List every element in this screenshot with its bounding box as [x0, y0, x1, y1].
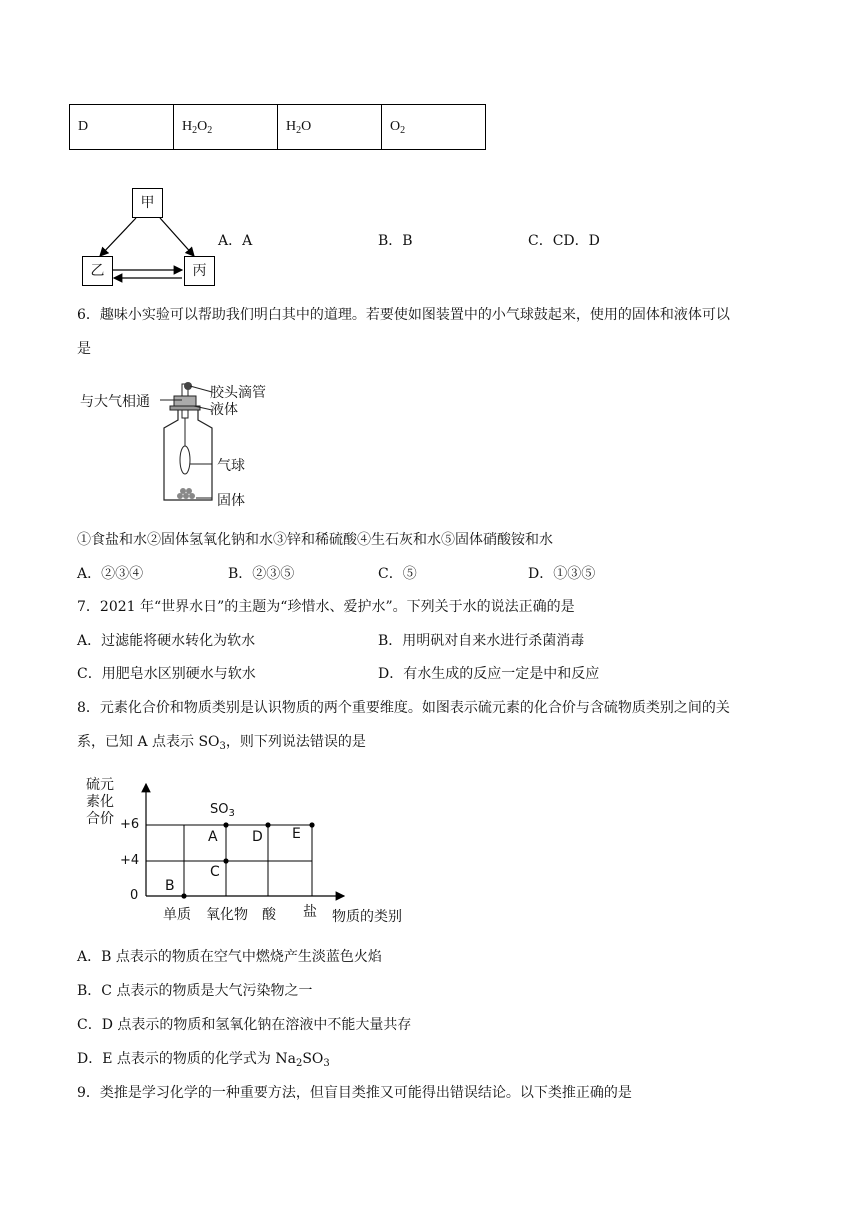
tick-label-zero: 0: [130, 888, 139, 903]
tick-label-plus6: +6: [120, 817, 140, 832]
q8-stem: 8．元素化合价和物质类别是认识物质的两个重要维度。如图表示硫元素的化合价与含硫物质类别之间的关: [77, 700, 730, 716]
q8-option-c: C．D 点表示的物质和氢氧化钠在溶液中不能大量共存: [77, 1017, 412, 1033]
point-label-c: C: [210, 864, 220, 880]
node-jia: 甲: [132, 188, 163, 218]
answer-table: [69, 104, 486, 150]
q5-option-b: B．B: [378, 233, 413, 249]
q7-option-b: B．用明矾对自来水进行杀菌消毒: [378, 633, 585, 649]
q6-stem-cont: 是: [77, 341, 91, 357]
node-yi: 乙: [82, 256, 113, 286]
x-category-acid: 酸: [262, 907, 276, 923]
q8-option-d: D．E 点表示的物质的化学式为 $Na_2SO_3$: [77, 1051, 330, 1069]
q7-option-a: A．过滤能将硬水转化为软水: [77, 633, 256, 649]
label-liquid: 液体: [210, 402, 238, 418]
x-axis-label: 物质的类别: [332, 909, 402, 925]
q6-stem: 6．趣味小实验可以帮助我们明白其中的道理。若要使如图装置中的小气球鼓起来，使用的固体和液体可以: [77, 307, 730, 323]
table-cell: $H_2O_2$: [174, 105, 278, 150]
q6-option-a: A．②③④: [77, 566, 144, 582]
point-label-e: E: [292, 826, 301, 842]
q8-option-b: B．C 点表示的物质是大气污染物之一: [77, 983, 313, 999]
table-row: [70, 105, 486, 150]
node-bing: 丙: [184, 256, 215, 286]
q5-option-a: A．A: [218, 233, 253, 249]
q6-option-b: B．②③⑤: [228, 566, 295, 582]
q7-stem: 7．2021 年“世界水日”的主题为“珍惜水、爱护水”。下列关于水的说法正确的是: [77, 599, 575, 615]
q7-option-d: D．有水生成的反应一定是中和反应: [378, 666, 600, 682]
point-label-d: D: [252, 829, 263, 845]
q8-stem-cont: 系，已知 A 点表示 $SO_3$，则下列说法错误的是: [77, 734, 366, 752]
label-balloon: 气球: [217, 458, 245, 474]
q7-option-c: C．用肥皂水区别硬水与软水: [77, 666, 256, 682]
table-cell: $H_2O$: [278, 105, 382, 150]
q6-option-d: D．①③⑤: [528, 566, 596, 582]
point-label-b: B: [165, 878, 175, 894]
table-cell: D: [70, 105, 174, 150]
label-atmosphere: 与大气相通: [80, 394, 150, 410]
y-axis-label: 硫元 素化 合价: [86, 777, 114, 827]
label-dropper: 胶头滴管: [210, 385, 266, 401]
q8-option-a: A．B 点表示的物质在空气中燃烧产生淡蓝色火焰: [77, 949, 382, 965]
x-category-oxide: 氧化物: [206, 907, 248, 923]
q6-choices: ①食盐和水②固体氢氧化钠和水③锌和稀硫酸④生石灰和水⑤固体硝酸铵和水: [77, 532, 553, 548]
q5-option-cd: C．CD．D: [528, 233, 600, 249]
point-label-a: A: [208, 829, 218, 845]
label-solid: 固体: [217, 493, 245, 509]
q6-option-c: C．⑤: [378, 566, 417, 582]
table-cell: $O_2$: [382, 105, 486, 150]
x-category-salt: 盐: [303, 904, 317, 920]
x-category-elemental: 单质: [163, 907, 191, 923]
q9-stem: 9．类推是学习化学的一种重要方法，但盲目类推又可能得出错误结论。以下类推正确的是: [77, 1085, 632, 1101]
label-so3: $SO_3$: [210, 802, 235, 819]
tick-label-plus4: +4: [120, 853, 140, 868]
